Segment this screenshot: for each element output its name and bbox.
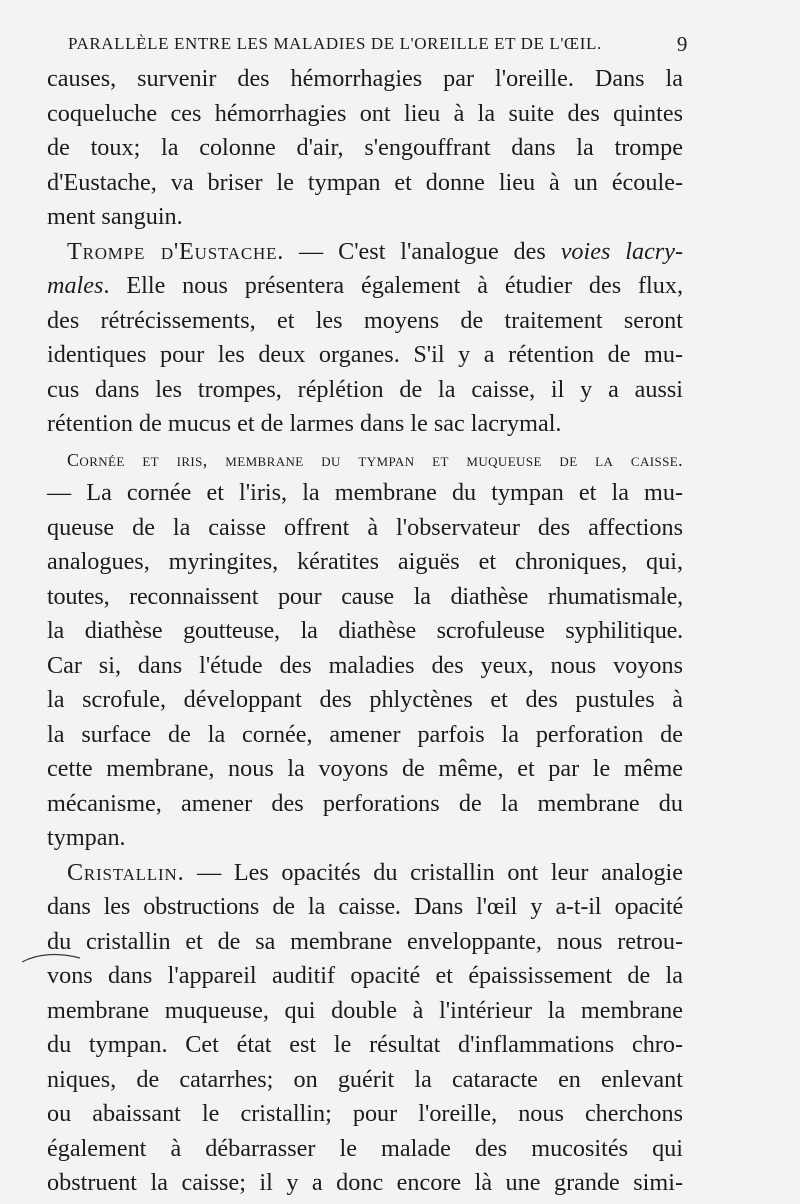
paragraph-trompe-first-line xyxy=(47,235,683,270)
paragraph-cornee-heading-line xyxy=(47,442,683,477)
running-head xyxy=(68,34,688,62)
text-line: coqueluche ces hémorrhagies ont lieu à la suite des quintes xyxy=(47,99,683,127)
italic-term: voies lacry- xyxy=(560,237,684,265)
running-title: PARALLÈLE ENTRE LES MALADIES DE L'OREILLE ET DE L'ŒIL. xyxy=(68,34,602,53)
text-fragment: — C'est l'analogue des xyxy=(284,237,561,265)
text-line: mécanisme, amener des perforations de la membrane du xyxy=(47,789,683,817)
text-line: du cristallin et de sa membrane enveloppante, nous retrou- xyxy=(47,927,683,955)
text-line: vons dans l'appareil auditif opacité et épaississement de la xyxy=(47,962,683,989)
text-line: toutes, reconnaissent pour cause la diathèse rhumatismale, xyxy=(47,582,683,610)
text-line: identiques pour les deux organes. S'il y a rétention de mu- xyxy=(47,341,683,368)
text-line xyxy=(47,269,683,304)
section-heading-cornee: Cornée et iris, membrane du tympan et muqueuse de la caisse. xyxy=(67,449,683,470)
page-number: 9 xyxy=(676,32,688,56)
text-line: de toux; la colonne d'air, s'engouffrant dans la trompe xyxy=(47,134,683,161)
text-line: analogues, myringites, kératites aiguës et chroniques, qui, xyxy=(47,548,683,575)
text-line: la diathèse goutteuse, la diathèse scrofuleuse syphilitique. xyxy=(47,617,683,644)
text-line: dans les obstructions de la caisse. Dans l'œil y a-t-il opacité xyxy=(47,893,683,920)
text-line: du tympan. Cet état est le résultat d'inflammations chro- xyxy=(47,1031,683,1058)
text-fragment: — Les opacités du cristallin ont leur analogie xyxy=(184,858,683,886)
text-line: rétention de mucus et de larmes dans le sac lacrymal. xyxy=(47,410,562,437)
section-heading-cristallin: Cristallin. xyxy=(67,858,185,886)
italic-term: males xyxy=(47,272,104,299)
text-line: queuse de la caisse offrent à l'observateur des affections xyxy=(47,513,683,541)
text-line: cus dans les trompes, réplétion de la caisse, il y a aussi xyxy=(47,375,683,403)
text-line: également à débarrasser le malade des mucosités qui xyxy=(47,1134,683,1162)
pencil-mark-icon xyxy=(22,950,82,964)
text-line: la scrofule, développant des phlyctènes et des pustules à xyxy=(47,686,683,713)
text-fragment: . Elle nous présentera également à étudier des flux, xyxy=(103,272,683,299)
text-line: ment sanguin. xyxy=(47,203,183,230)
body-text xyxy=(47,62,683,1201)
text-line: causes, survenir des hémorrhagies par l'oreille. Dans la xyxy=(47,65,683,92)
text-line: membrane muqueuse, qui double à l'intérieur la membrane xyxy=(47,996,683,1024)
paragraph-cristallin-first-line xyxy=(47,856,683,891)
text-line: des rétrécissements, et les moyens de traitement seront xyxy=(47,306,683,334)
section-heading-trompe: Trompe d'Eustache. xyxy=(67,237,285,265)
text-line: cette membrane, nous la voyons de même, et par le même xyxy=(47,755,683,782)
text-line: ou abaissant le cristallin; pour l'oreille, nous cherchons xyxy=(47,1100,683,1127)
text-line: — La cornée et l'iris, la membrane du tympan et la mu- xyxy=(47,479,683,506)
text-line: niques, de catarrhes; on guérit la cataracte en enlevant xyxy=(47,1065,683,1093)
text-line: d'Eustache, va briser le tympan et donne lieu à un écoule- xyxy=(47,168,683,196)
text-line: Car si, dans l'étude des maladies des yeux, nous voyons xyxy=(47,651,683,679)
text-line: la surface de la cornée, amener parfois la perforation de xyxy=(47,720,683,748)
text-line: obstruent la caisse; il y a donc encore là une grande simi- xyxy=(47,1169,683,1196)
text-line: tympan. xyxy=(47,824,126,851)
